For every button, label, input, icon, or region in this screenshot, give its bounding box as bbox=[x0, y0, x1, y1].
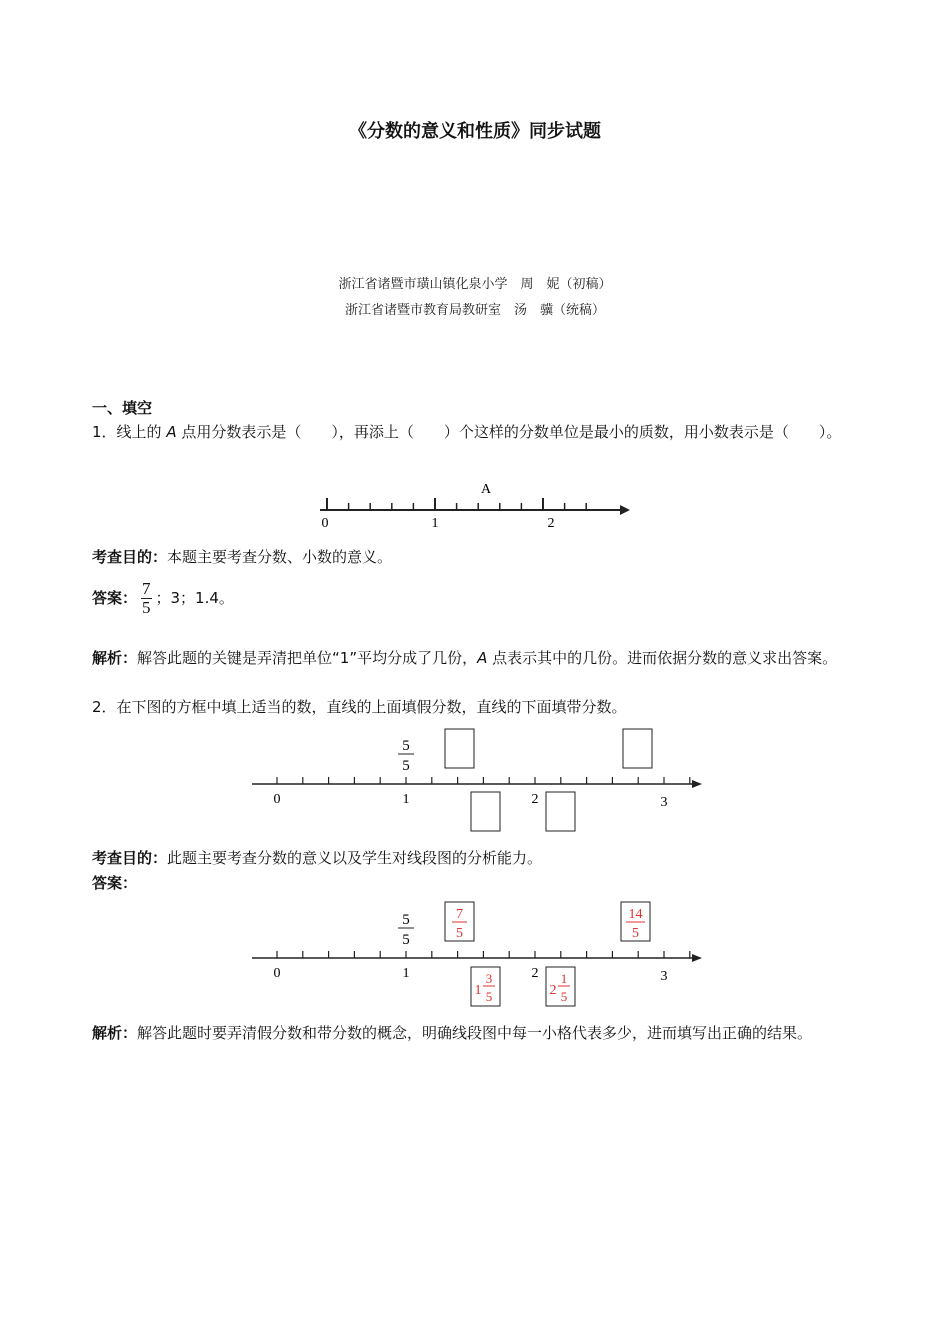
q2a-tick-0: 0 bbox=[273, 966, 281, 981]
q2-blank-box-bottom-1[interactable] bbox=[471, 792, 500, 831]
q2-tick-3: 3 bbox=[660, 795, 668, 810]
q1-number-line bbox=[315, 478, 635, 530]
q1-text: 1．线上的 A 点用分数表示是（ ），再添上（ ）个这样的分数单位是最小的质数，用小数表示是（ ）。 bbox=[92, 423, 842, 441]
q2-blank-box-bottom-2[interactable] bbox=[546, 792, 575, 831]
q2a-tick-1: 1 bbox=[402, 966, 410, 981]
q1-answer: 答案： $\frac{7}{5}$ ；3；1.4。 bbox=[92, 579, 234, 617]
q1-tick-0: 0 bbox=[321, 516, 329, 530]
q2a-bot2-num: 1 bbox=[560, 971, 568, 986]
q2-given-den: 5 bbox=[402, 758, 410, 774]
q2a-tick-3: 3 bbox=[660, 969, 668, 984]
q2a-top1-num: 7 bbox=[456, 907, 463, 922]
q1-tick-2: 2 bbox=[547, 516, 555, 530]
q1-point-label: A bbox=[481, 482, 492, 497]
q2-answer-number-line bbox=[248, 900, 708, 1010]
q1-tick-1: 1 bbox=[431, 516, 439, 530]
q2-purpose: 考查目的：此题主要考查分数的意义以及学生对线段图的分析能力。 bbox=[92, 849, 543, 867]
q2-tick-0: 0 bbox=[273, 792, 281, 807]
section-heading: 一、填空 bbox=[92, 399, 153, 417]
q2-analysis: 解析：解答此题时要弄清假分数和带分数的概念，明确线段图中每一小格代表多少，进而填写出正确的结果。 bbox=[92, 1024, 813, 1042]
page-title: 《分数的意义和性质》同步试题 bbox=[349, 121, 601, 142]
q1-purpose: 考查目的：本题主要考查分数、小数的意义。 bbox=[92, 548, 393, 566]
q2a-bot1-num: 3 bbox=[485, 971, 493, 986]
q2a-tick-2: 2 bbox=[531, 966, 539, 981]
q2a-bot2-den: 5 bbox=[560, 989, 568, 1004]
q2-number-line bbox=[248, 726, 708, 836]
q2-blank-box-top-1[interactable] bbox=[445, 729, 474, 768]
q1-answer-fraction: $\frac{7}{5}$ bbox=[142, 579, 151, 617]
q2a-top1-den: 5 bbox=[456, 926, 463, 941]
q2a-given-num: 5 bbox=[402, 912, 410, 928]
q2-given-num: 5 bbox=[402, 738, 410, 754]
q2-answer-label: 答案： bbox=[92, 874, 138, 892]
author-line-1: 浙江省诸暨市璜山镇化泉小学 周 妮（初稿） bbox=[338, 277, 612, 292]
q2a-bot2-whole: 2 bbox=[549, 983, 557, 998]
q2-blank-box-top-2[interactable] bbox=[623, 729, 652, 768]
q2a-bot1-den: 5 bbox=[485, 989, 493, 1004]
q1-analysis: 解析：解答此题的关键是弄清把单位“1”平均分成了几份，A 点表示其中的几份。进而依据分数的意义求出答案。 bbox=[92, 649, 838, 667]
q2a-top2-num: 14 bbox=[628, 907, 643, 922]
q2-tick-2: 2 bbox=[531, 792, 539, 807]
q2a-top2-den: 5 bbox=[632, 926, 639, 941]
q2-text: 2．在下图的方框中填上适当的数，直线的上面填假分数，直线的下面填带分数。 bbox=[92, 698, 627, 716]
q2a-bot1-whole: 1 bbox=[474, 983, 482, 998]
author-line-2: 浙江省诸暨市教育局教研室 汤 骥（统稿） bbox=[344, 303, 605, 318]
q2a-given-den: 5 bbox=[402, 932, 410, 948]
q2-tick-1: 1 bbox=[402, 792, 410, 807]
